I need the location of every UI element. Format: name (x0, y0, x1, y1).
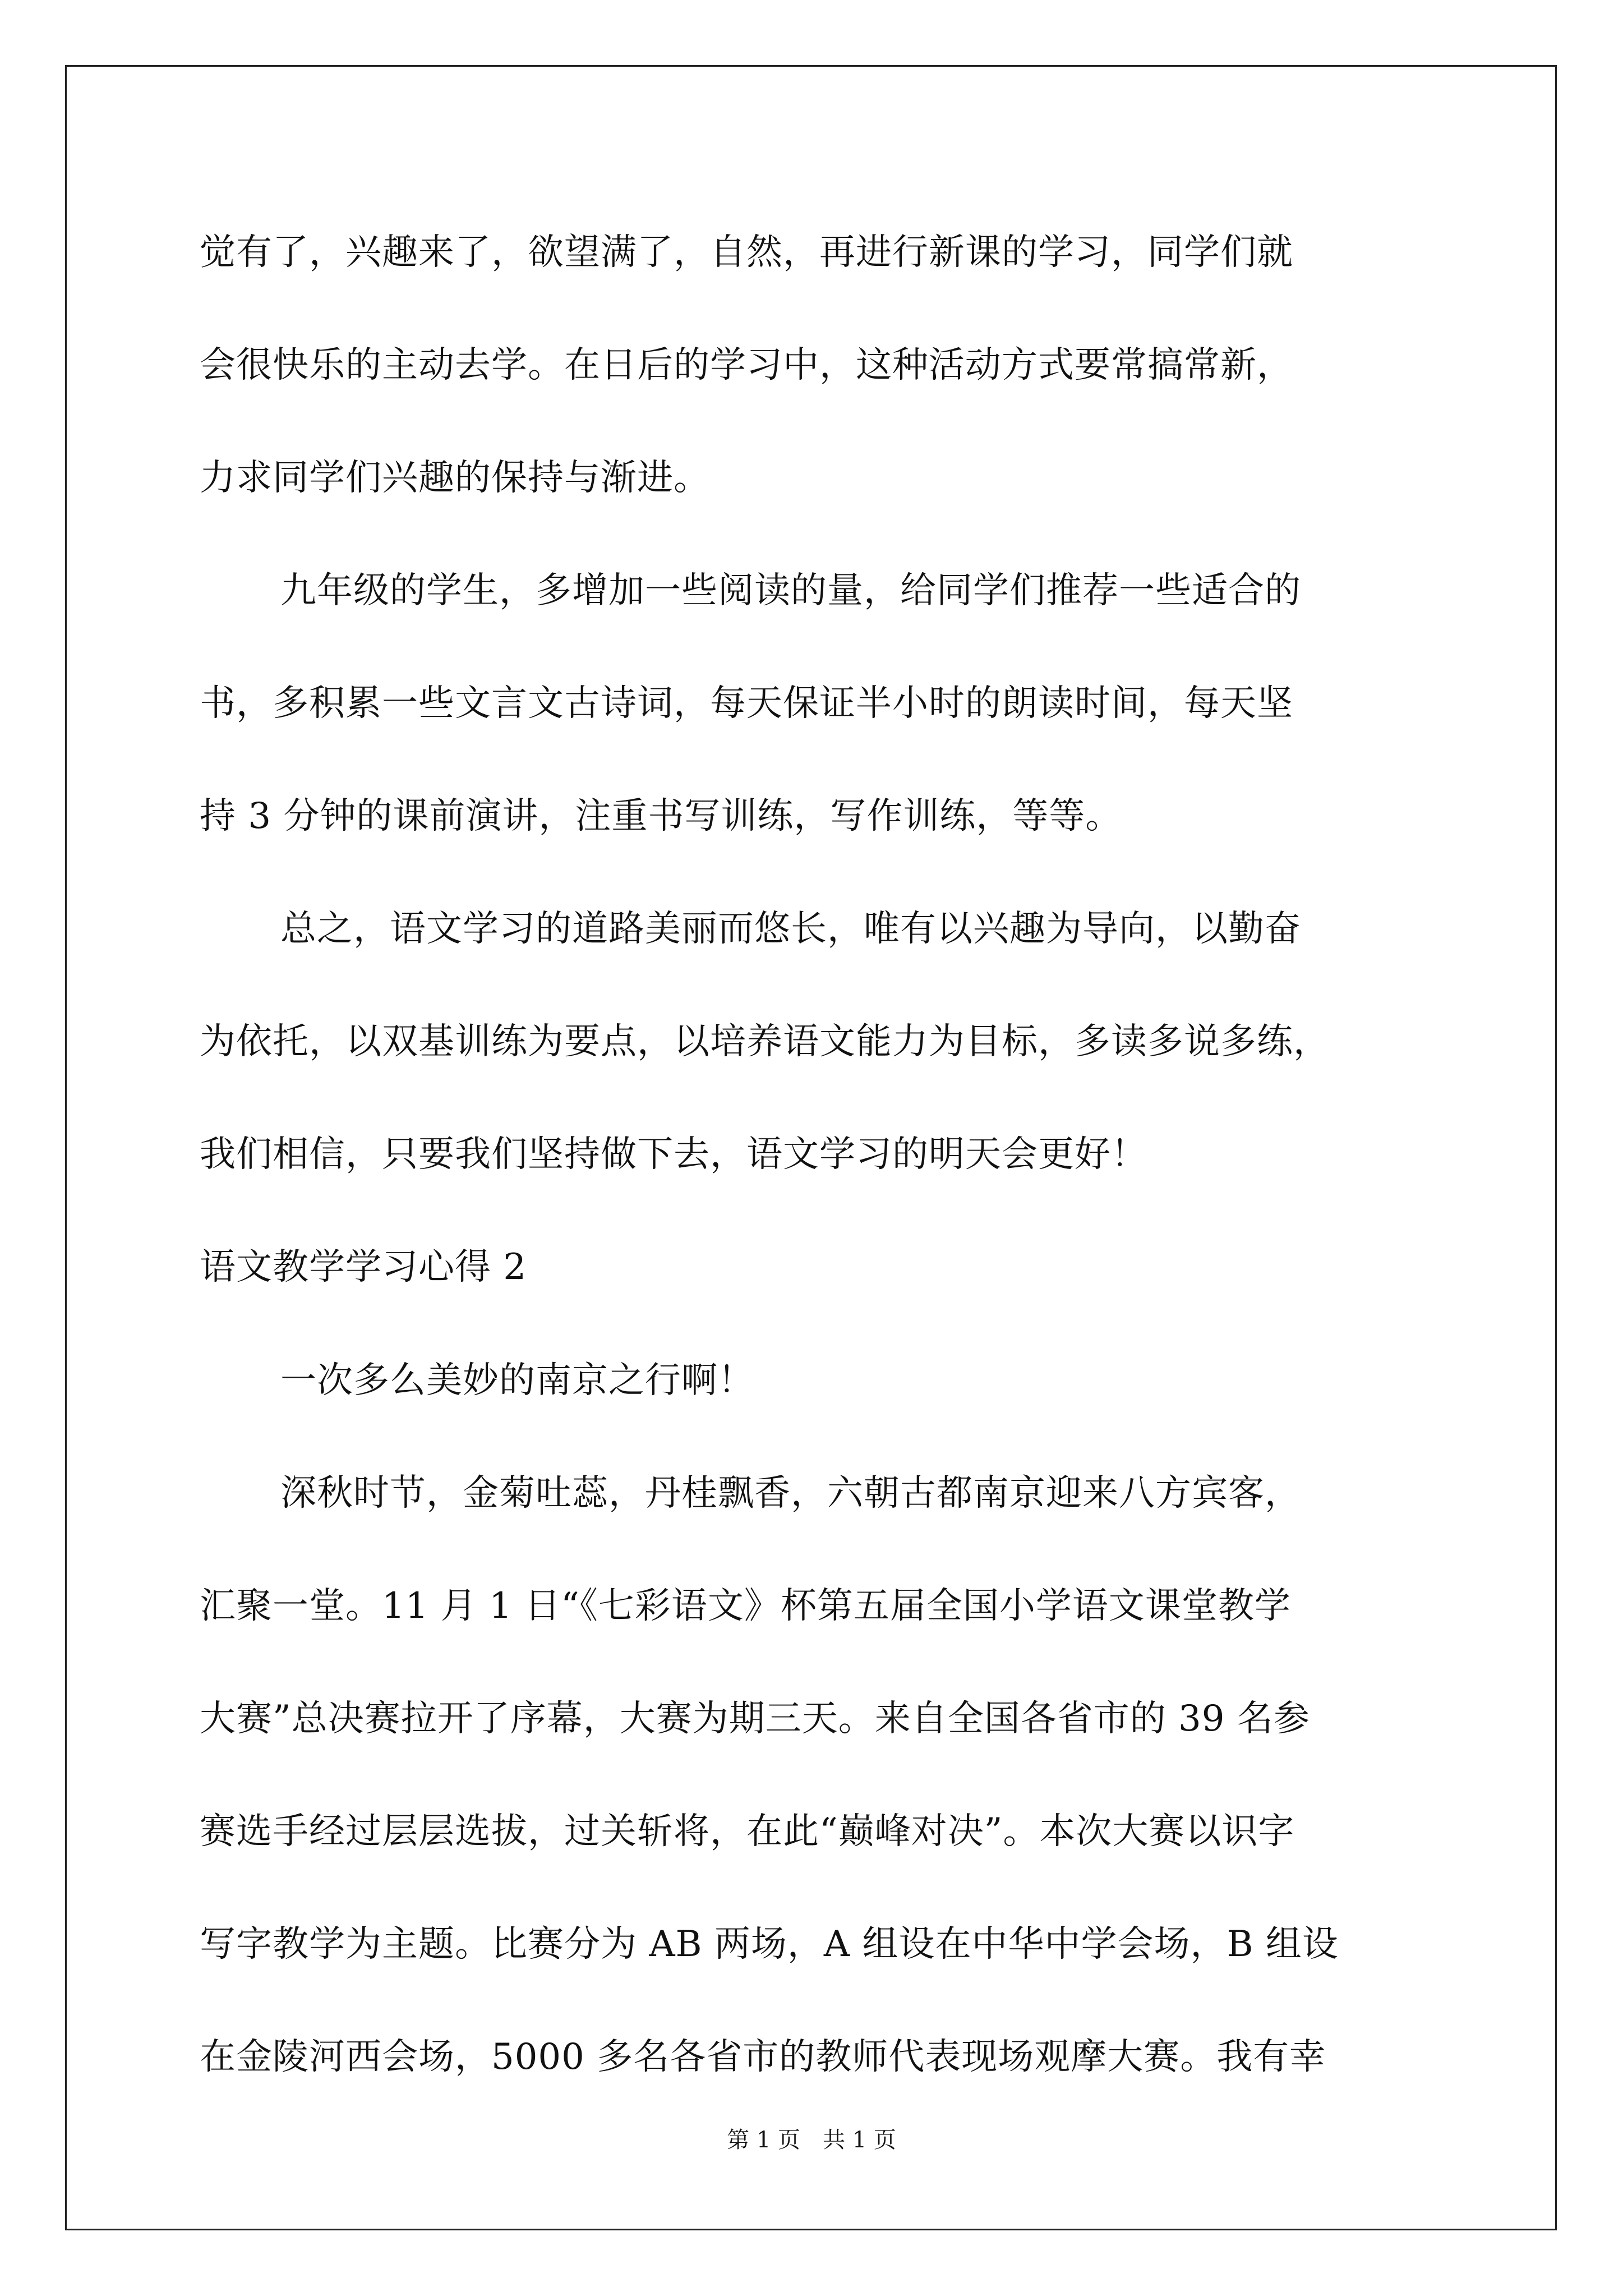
body-line-7: 总之，语文学习的道路美丽而悠长，唯有以兴趣为导向，以勤奋 (280, 908, 1301, 950)
body-line-9: 我们相信，只要我们坚持做下去，语文学习的明天会更好！ (200, 1134, 1147, 1175)
body-line-5: 书，多积累一些文言文古诗词，每天保证半小时的朗读时间，每天坚 (200, 683, 1293, 724)
body-line-8: 为依托，以双基训练为要点，以培养语文能力为目标，多读多说多练， (200, 1021, 1330, 1062)
body-line-10: 一次多么美妙的南京之行啊！ (280, 1360, 754, 1401)
body-line-4: 九年级的学生，多增加一些阅读的量，给同学们推荐一些适合的 (280, 570, 1301, 611)
body-line-3: 力求同学们兴趣的保持与渐进。 (200, 457, 710, 499)
page-footer: 第 1 页 共 1 页 (727, 2127, 896, 2153)
section-heading: 语文教学学习心得 2 (200, 1246, 527, 1288)
body-line-14: 赛选手经过层层选拔，过关斩将，在此“巅峰对决”。本次大赛以识字 (200, 1811, 1295, 1852)
body-line-1: 觉有了，兴趣来了，欲望满了，自然，再进行新课的学习，同学们就 (200, 232, 1293, 273)
body-line-16: 在金陵河西会场，5000 多名各省市的教师代表现场观摩大赛。我有幸 (200, 2036, 1326, 2078)
body-line-12: 汇聚一堂。11 月 1 日“《七彩语文》杯第五届全国小学语文课堂教学 (200, 1585, 1291, 1627)
body-line-11: 深秋时节，金菊吐蕊，丹桂飘香，六朝古都南京迎来八方宾客， (280, 1473, 1301, 1514)
body-line-2: 会很快乐的主动去学。在日后的学习中，这种活动方式要常搞常新， (200, 344, 1293, 386)
body-line-6: 持 3 分钟的课前演讲，注重书写训练，写作训练，等等。 (200, 795, 1122, 837)
body-line-15: 写字教学为主题。比赛分为 AB 两场，A 组设在中华中学会场，B 组设 (200, 1924, 1339, 1965)
body-line-13: 大赛”总决赛拉开了序幕，大赛为期三天。来自全国各省市的 39 名参 (200, 1698, 1310, 1740)
